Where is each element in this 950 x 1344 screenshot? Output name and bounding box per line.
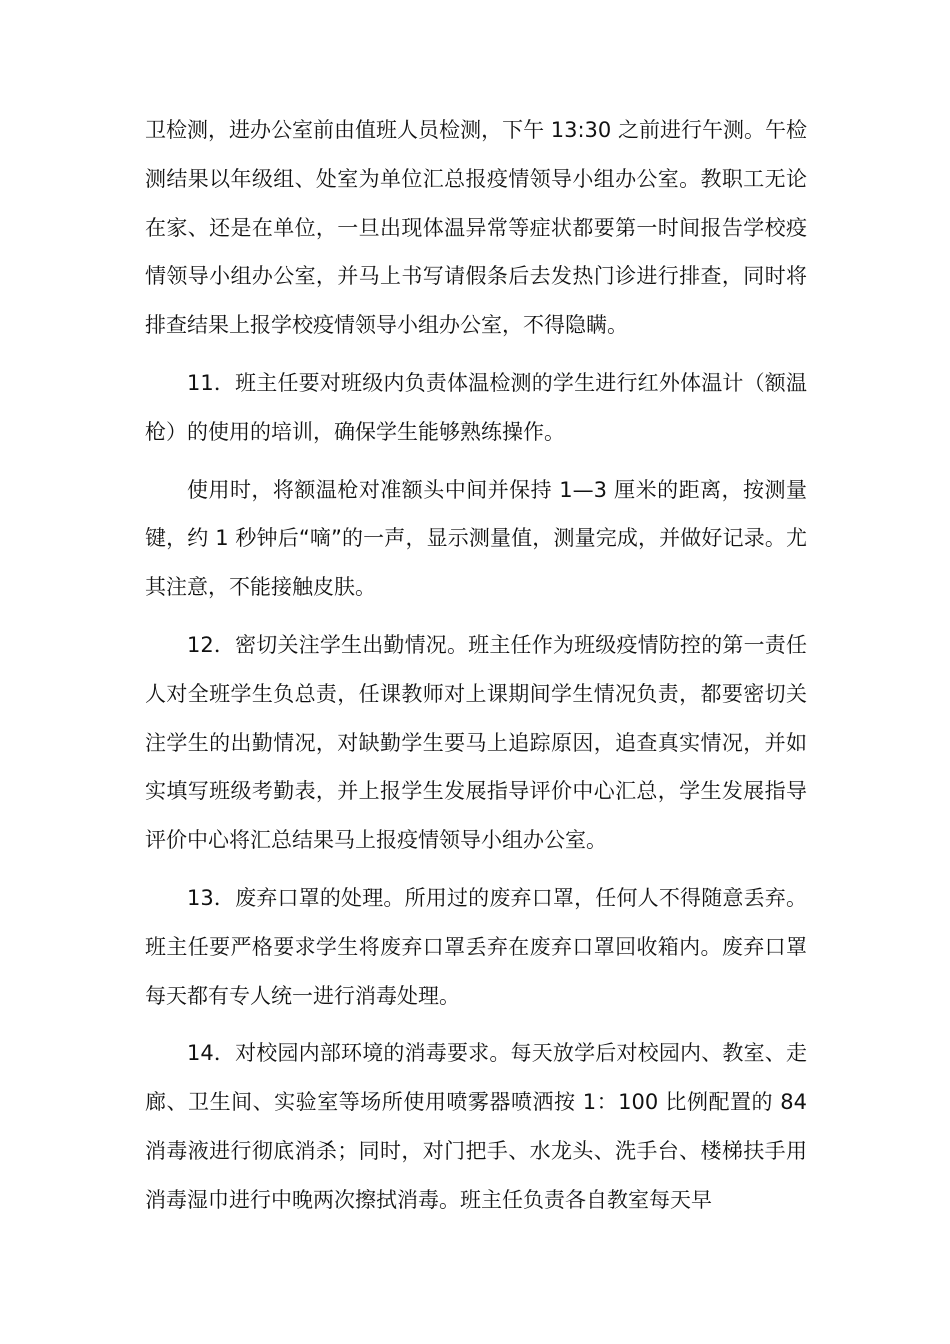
paragraph-6: 14．对校园内部环境的消毒要求。每天放学后对校园内、教室、走廊、卫生间、实验室等场所使用喷雾器喷洒按 1：100 比例配置的 84 消毒液进行彻底消杀；同时，对门把手、水龙头、洗手台、楼梯扶手用消毒湿巾进行中晚两次擦拭消毒。班主任负责各自教室每天早 <box>145 1041 807 1212</box>
paragraph-1: 卫检测，进办公室前由值班人员检测，下午 13:30 之前进行午测。午检测结果以年级组、处室为单位汇总报疫情领导小组办公室。教职工无论在家、还是在单位，一旦出现体温异常等症状都要第一时间报告学校疫情领导小组办公室，并马上书写请假条后去发热门诊进行排查，同时将排查结果上报学校疫情领导小组办公室，不得隐瞒。 <box>145 118 807 338</box>
paragraph-3: 使用时，将额温枪对准额头中间并保持 1—3 厘米的距离，按测量键，约 1 秒钟后“嘀”的一声，显示测量值，测量完成，并做好记录。尤其注意，不能接触皮肤。 <box>145 477 807 600</box>
paragraph-5: 13．废弃口罩的处理。所用过的废弃口罩，任何人不得随意丢弃。班主任要严格要求学生将废弃口罩丢弃在废弃口罩回收箱内。废弃口罩每天都有专人统一进行消毒处理。 <box>145 885 807 1008</box>
paragraph-2: 11．班主任要对班级内负责体温检测的学生进行红外体温计（额温枪）的使用的培训，确保学生能够熟练操作。 <box>145 370 807 444</box>
document-body <box>145 106 807 1234</box>
paragraph-4: 12．密切关注学生出勤情况。班主任作为班级疫情防控的第一责任人对全班学生负总责，任课教师对上课期间学生情况负责，都要密切关注学生的出勤情况，对缺勤学生要马上追踪原因，追查真实情况，并如实填写班级考勤表，并上报学生发展指导评价中心汇总，学生发展指导评价中心将汇总结果马上报疫情领导小组办公室。 <box>145 632 807 853</box>
